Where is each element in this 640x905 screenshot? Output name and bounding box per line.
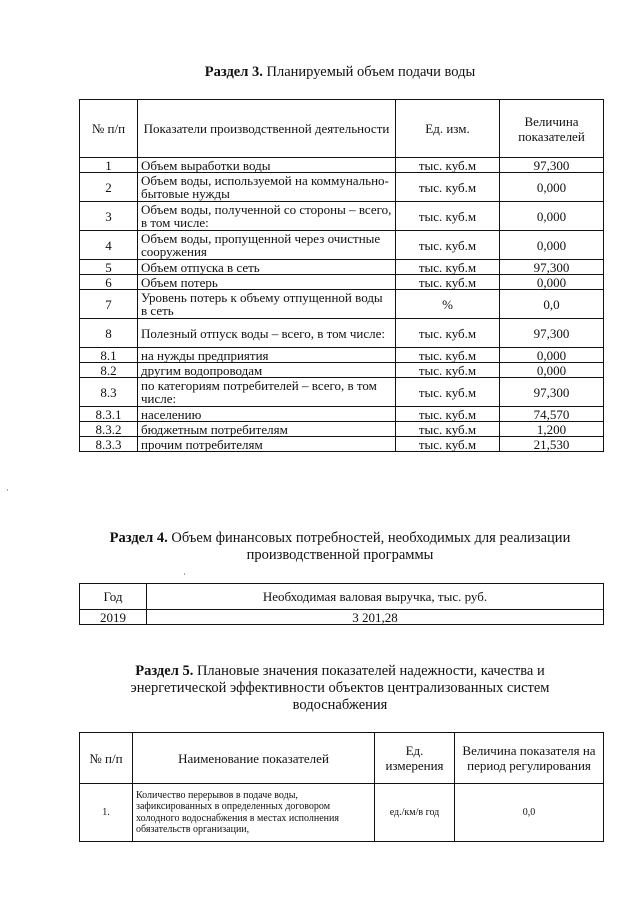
number-cell: 8.3.2	[80, 422, 138, 437]
indicator-cell: Объем воды, полученной со стороны – всего, в том числе:	[138, 202, 396, 231]
value-cell: 0,000	[500, 231, 604, 260]
table-row	[80, 407, 604, 422]
section4-title-line1: Объем финансовых потребностей, необходимых для реализации	[171, 530, 571, 546]
number-cell: 8.2	[80, 363, 138, 378]
col-header-number: № п/п	[80, 100, 138, 158]
unit-cell: тыс. куб.м	[396, 363, 500, 378]
table-row	[80, 348, 604, 363]
unit-cell: %	[396, 290, 500, 319]
number-cell: 1	[80, 158, 138, 173]
indicator-cell: населению	[138, 407, 396, 422]
section5-label: Раздел 5.	[135, 663, 194, 679]
table-row	[80, 173, 604, 202]
table-row	[80, 290, 604, 319]
col-header-indicator: Показатели производственной деятельности	[138, 100, 396, 158]
table-row	[80, 784, 604, 842]
indicator-cell: Объем потерь	[138, 275, 396, 290]
indicator-cell: Объем отпуска в сеть	[138, 260, 396, 275]
indicator-cell: Количество перерывов в подаче воды, зафиксированных в определенных договором холодного водоснабжения в местах исполнения обязательств организации,	[133, 784, 375, 842]
col-header-indicator-name: Наименование показателей	[133, 733, 375, 784]
number-cell: 1.	[80, 784, 133, 842]
value-cell: 0,000	[500, 173, 604, 202]
section4-title-line2: производственной программы	[246, 547, 434, 563]
value-cell: 1,200	[500, 422, 604, 437]
section5-title-line3: водоснабжения	[292, 697, 388, 713]
number-cell: 8.3.3	[80, 437, 138, 452]
section5-title-line1: Плановые значения показателей надежности, качества и	[196, 663, 545, 679]
table-row	[80, 231, 604, 260]
table-row	[80, 378, 604, 407]
col-header-revenue: Необходимая валовая выручка, тыс. руб.	[147, 584, 604, 610]
indicator-cell: другим водопроводам	[138, 363, 396, 378]
unit-cell: ед./км/в год	[375, 784, 455, 842]
value-cell: 0,0	[500, 290, 604, 319]
indicator-cell: прочим потребителям	[138, 437, 396, 452]
section3-title: Планируемый объем подачи воды	[266, 64, 476, 80]
indicator-cell: Объем воды, пропущенной через очистные сооружения	[138, 231, 396, 260]
number-cell: 5	[80, 260, 138, 275]
revenue-cell: 3 201,28	[147, 610, 604, 625]
indicator-cell: на нужды предприятия	[138, 348, 396, 363]
unit-cell: тыс. куб.м	[396, 275, 500, 290]
value-cell: 0,000	[500, 202, 604, 231]
unit-cell: тыс. куб.м	[396, 319, 500, 348]
reliability-indicators-table	[79, 732, 604, 842]
col-header-unit: Ед. изм.	[396, 100, 500, 158]
value-cell: 74,570	[500, 407, 604, 422]
number-cell: 3	[80, 202, 138, 231]
table-row	[80, 202, 604, 231]
unit-cell: тыс. куб.м	[396, 348, 500, 363]
indicator-cell: Полезный отпуск воды – всего, в том числе:	[138, 319, 396, 348]
water-supply-table	[79, 99, 604, 452]
scan-mark: ·	[183, 570, 186, 580]
value-cell: 0,000	[500, 348, 604, 363]
number-cell: 7	[80, 290, 138, 319]
indicator-cell: Объем выработки воды	[138, 158, 396, 173]
unit-cell: тыс. куб.м	[396, 407, 500, 422]
indicator-cell: Объем воды, используемой на коммунально-бытовые нужды	[138, 173, 396, 202]
section4-label: Раздел 4.	[109, 530, 168, 546]
table-row	[80, 437, 604, 452]
table-row	[80, 363, 604, 378]
value-cell: 0,0	[455, 784, 604, 842]
section4-heading	[60, 530, 620, 564]
value-cell: 97,300	[500, 319, 604, 348]
value-cell: 97,300	[500, 378, 604, 407]
col-header-unit: Ед. измерения	[375, 733, 455, 784]
indicator-cell: по категориям потребителей – всего, в том числе:	[138, 378, 396, 407]
unit-cell: тыс. куб.м	[396, 437, 500, 452]
number-cell: 6	[80, 275, 138, 290]
number-cell: 8	[80, 319, 138, 348]
section5-title-line2: энергетической эффективности объектов централизованных систем	[130, 680, 550, 696]
table-row	[80, 158, 604, 173]
section5-heading	[60, 663, 620, 714]
indicator-cell: Уровень потерь к объему отпущенной воды в сеть	[138, 290, 396, 319]
unit-cell: тыс. куб.м	[396, 260, 500, 275]
number-cell: 2	[80, 173, 138, 202]
year-cell: 2019	[80, 610, 147, 625]
value-cell: 97,300	[500, 260, 604, 275]
unit-cell: тыс. куб.м	[396, 231, 500, 260]
col-header-value: Величина показателей	[500, 100, 604, 158]
table-row	[80, 319, 604, 348]
unit-cell: тыс. куб.м	[396, 422, 500, 437]
col-header-planned-value: Величина показателя на период регулирования	[455, 733, 604, 784]
unit-cell: тыс. куб.м	[396, 202, 500, 231]
unit-cell: тыс. куб.м	[396, 158, 500, 173]
value-cell: 0,000	[500, 363, 604, 378]
col-header-number: № п/п	[80, 733, 133, 784]
table-row	[80, 610, 604, 625]
section3-label: Раздел 3.	[204, 64, 263, 80]
number-cell: 8.1	[80, 348, 138, 363]
section3-heading	[60, 64, 620, 81]
unit-cell: тыс. куб.м	[396, 173, 500, 202]
number-cell: 8.3	[80, 378, 138, 407]
indicator-cell: бюджетным потребителям	[138, 422, 396, 437]
table-row	[80, 275, 604, 290]
table-row	[80, 422, 604, 437]
number-cell: 4	[80, 231, 138, 260]
value-cell: 21,530	[500, 437, 604, 452]
value-cell: 97,300	[500, 158, 604, 173]
value-cell: 0,000	[500, 275, 604, 290]
number-cell: 8.3.1	[80, 407, 138, 422]
financial-needs-table	[79, 583, 604, 625]
table-row	[80, 260, 604, 275]
unit-cell: тыс. куб.м	[396, 378, 500, 407]
scan-mark: ·	[6, 486, 9, 496]
col-header-year: Год	[80, 584, 147, 610]
